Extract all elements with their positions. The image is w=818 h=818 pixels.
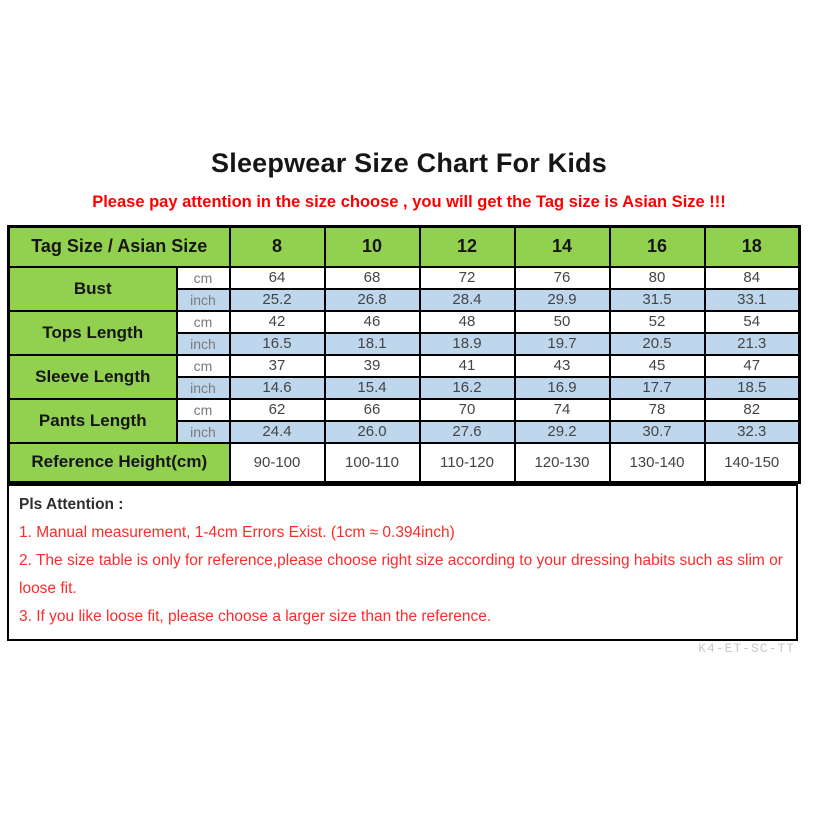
cell-value: 26.8 (325, 289, 420, 311)
cell-value: 18.1 (325, 333, 420, 355)
cell-value: 62 (230, 399, 325, 421)
cell-value: 16.5 (230, 333, 325, 355)
cell-value: 21.3 (705, 333, 800, 355)
cell-value: 52 (610, 311, 705, 333)
cell-value: 47 (705, 355, 800, 377)
unit-inch-label: inch (177, 289, 230, 311)
cell-value: 84 (705, 267, 800, 289)
cell-value: 54 (705, 311, 800, 333)
note-item-2: 2. The size table is only for reference,please choose right size according to your dressing habits such as slim or loose fit. (19, 552, 783, 597)
size-column-header: 16 (610, 227, 705, 267)
row-label-sleeve-length: Sleeve Length (9, 355, 177, 399)
row-label-bust: Bust (9, 267, 177, 311)
cell-value: 78 (610, 399, 705, 421)
cell-value: 70 (420, 399, 515, 421)
cell-value: 18.5 (705, 377, 800, 399)
cell-value: 72 (420, 267, 515, 289)
bust-cm-row (9, 267, 800, 289)
tops-length-cm-row (9, 311, 800, 333)
size-column-header: 14 (515, 227, 610, 267)
cell-value: 80 (610, 267, 705, 289)
cell-value: 66 (325, 399, 420, 421)
watermark-code: K4-ET-SC-TT (698, 641, 795, 656)
size-chart-table (7, 225, 801, 484)
cell-value: 90-100 (230, 443, 325, 483)
cell-value: 33.1 (705, 289, 800, 311)
cell-value: 24.4 (230, 421, 325, 443)
row-label-tops-length: Tops Length (9, 311, 177, 355)
cell-value: 130-140 (610, 443, 705, 483)
cell-value: 30.7 (610, 421, 705, 443)
cell-value: 32.3 (705, 421, 800, 443)
unit-inch-label: inch (177, 333, 230, 355)
cell-value: 17.7 (610, 377, 705, 399)
attention-subtitle: Please pay attention in the size choose , you will get the Tag size is Asian Size !!! (92, 193, 726, 211)
cell-value: 43 (515, 355, 610, 377)
header-tag-size-label: Tag Size / Asian Size (9, 227, 230, 267)
cell-value: 15.4 (325, 377, 420, 399)
row-label-reference-height: Reference Height(cm) (9, 443, 230, 483)
cell-value: 39 (325, 355, 420, 377)
unit-inch-label: inch (177, 421, 230, 443)
cell-value: 45 (610, 355, 705, 377)
cell-value: 100-110 (325, 443, 420, 483)
cell-value: 68 (325, 267, 420, 289)
cell-value: 41 (420, 355, 515, 377)
reference-height-row (9, 443, 800, 483)
cell-value: 82 (705, 399, 800, 421)
cell-value: 25.2 (230, 289, 325, 311)
unit-cm-label: cm (177, 311, 230, 333)
cell-value: 140-150 (705, 443, 800, 483)
cell-value: 110-120 (420, 443, 515, 483)
unit-inch-label: inch (177, 377, 230, 399)
table-header-row (9, 227, 800, 267)
size-column-header: 18 (705, 227, 800, 267)
unit-cm-label: cm (177, 399, 230, 421)
cell-value: 37 (230, 355, 325, 377)
size-column-header: 8 (230, 227, 325, 267)
cell-value: 42 (230, 311, 325, 333)
cell-value: 50 (515, 311, 610, 333)
cell-value: 29.9 (515, 289, 610, 311)
page-title: Sleepwear Size Chart For Kids (211, 148, 607, 178)
cell-value: 20.5 (610, 333, 705, 355)
attention-notes-box (7, 484, 798, 641)
cell-value: 18.9 (420, 333, 515, 355)
note-item-1: 1. Manual measurement, 1-4cm Errors Exist. (1cm ≈ 0.394inch) (19, 524, 455, 541)
unit-cm-label: cm (177, 267, 230, 289)
cell-value: 19.7 (515, 333, 610, 355)
row-label-pants-length: Pants Length (9, 399, 177, 443)
cell-value: 46 (325, 311, 420, 333)
size-column-header: 10 (325, 227, 420, 267)
size-column-header: 12 (420, 227, 515, 267)
attention-heading: Pls Attention : (19, 496, 124, 513)
cell-value: 29.2 (515, 421, 610, 443)
note-item-3: 3. If you like loose fit, please choose a larger size than the reference. (19, 608, 492, 625)
unit-cm-label: cm (177, 355, 230, 377)
cell-value: 74 (515, 399, 610, 421)
cell-value: 31.5 (610, 289, 705, 311)
pants-length-cm-row (9, 399, 800, 421)
sleeve-length-cm-row (9, 355, 800, 377)
cell-value: 48 (420, 311, 515, 333)
cell-value: 76 (515, 267, 610, 289)
cell-value: 120-130 (515, 443, 610, 483)
cell-value: 26.0 (325, 421, 420, 443)
cell-value: 14.6 (230, 377, 325, 399)
cell-value: 16.9 (515, 377, 610, 399)
cell-value: 28.4 (420, 289, 515, 311)
cell-value: 64 (230, 267, 325, 289)
cell-value: 27.6 (420, 421, 515, 443)
cell-value: 16.2 (420, 377, 515, 399)
